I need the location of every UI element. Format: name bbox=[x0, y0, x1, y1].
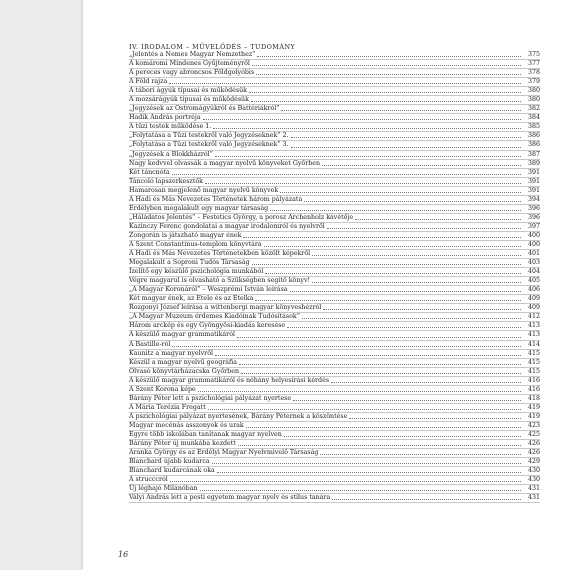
toc-entry-title: „Folytatása a Tüzi testekről való Jegyzéseknek” 3. bbox=[129, 141, 289, 149]
dot-leader bbox=[205, 182, 521, 184]
toc-entry bbox=[129, 331, 540, 340]
dot-leader bbox=[217, 471, 521, 473]
dot-leader bbox=[241, 372, 521, 374]
toc-entry bbox=[129, 69, 540, 78]
dot-leader bbox=[304, 200, 521, 202]
toc-entry-page: 385 bbox=[527, 123, 540, 131]
dot-leader bbox=[243, 236, 521, 238]
dot-leader bbox=[323, 308, 521, 310]
toc-entry-title: Új léghajó Milánóban bbox=[129, 485, 198, 493]
toc-entry-title: A Hadi és Más Nevezetes Történetekben közölt képekről bbox=[129, 250, 311, 258]
toc-entry-page: 425 bbox=[527, 430, 540, 438]
dot-leader bbox=[264, 245, 521, 247]
toc-entry-page: 401 bbox=[527, 250, 540, 258]
dot-leader bbox=[212, 462, 521, 464]
dot-leader bbox=[239, 363, 521, 365]
toc-entry-title: „Jegyzések a Blokkházról” bbox=[129, 150, 213, 158]
toc-entry-page: 375 bbox=[527, 51, 540, 58]
dot-leader bbox=[255, 299, 521, 301]
dot-leader bbox=[355, 218, 521, 220]
book-page bbox=[83, 0, 570, 570]
dot-leader bbox=[312, 281, 521, 283]
dot-leader bbox=[203, 118, 521, 120]
toc-entry-title: Két magyar ének, az Etele és az Etelka bbox=[129, 295, 254, 303]
toc-entry-title: Bárány Péter új munkába kezdett bbox=[129, 440, 236, 448]
toc-entry-title: Bárány Péter lett a pszichológiai pályázat nyertese bbox=[129, 394, 292, 402]
dot-leader bbox=[213, 127, 521, 129]
toc-entry-page: 391 bbox=[527, 186, 540, 194]
dot-leader bbox=[320, 453, 521, 455]
dot-leader bbox=[270, 209, 521, 211]
toc-entry-page: 430 bbox=[527, 476, 540, 484]
toc-entry-title: A pereces vagy abroncsos Földgolyóbis bbox=[129, 69, 255, 77]
toc-entry-title: Végre magyarul is olvasható a Szükségben segítő könyv! bbox=[129, 277, 311, 285]
table-of-contents bbox=[129, 51, 540, 503]
toc-entry-page: 396 bbox=[527, 204, 540, 212]
toc-entry-page: 386 bbox=[527, 132, 540, 140]
dot-leader bbox=[332, 498, 521, 500]
toc-entry-title: Zongorán is játszható magyar ének bbox=[129, 231, 242, 239]
toc-entry-page: 409 bbox=[527, 304, 540, 312]
toc-entry-page: 413 bbox=[527, 331, 540, 339]
toc-entry-page: 404 bbox=[527, 268, 540, 276]
toc-entry-page: 405 bbox=[527, 277, 540, 285]
toc-entry-title: Táncoló lapszerkesztők bbox=[129, 177, 203, 185]
toc-entry-title: „Háládatos Jelentés” – Festetics György, a porosz Archenholz kávétője bbox=[129, 213, 354, 221]
toc-entry-page: 396 bbox=[527, 213, 540, 221]
toc-entry-title: Két táncnóta bbox=[129, 168, 170, 176]
dot-leader bbox=[172, 173, 521, 175]
dot-leader bbox=[252, 64, 521, 66]
toc-entry-title: Rozgonyi József leírása a wittenbergi magyar könyveshézról bbox=[129, 304, 322, 312]
toc-entry-page: 397 bbox=[527, 222, 540, 230]
toc-entry-page: 384 bbox=[527, 114, 540, 122]
dot-leader bbox=[302, 317, 521, 319]
toc-entry-title: Kazinczy Ferenc gondolatai a magyar irodalomról és nyelvről bbox=[129, 222, 325, 230]
dot-leader bbox=[287, 326, 521, 328]
toc-entry-page: 412 bbox=[527, 313, 540, 321]
dot-leader bbox=[215, 354, 521, 356]
toc-entry-page: 389 bbox=[527, 159, 540, 167]
toc-entry-title: A Szent Korona képe bbox=[129, 385, 196, 393]
toc-entry-title: A Mária Terézia Fregatt bbox=[129, 403, 206, 411]
toc-entry-title: „A Magyar Koronáról” – Weszprémi István leírása bbox=[129, 286, 288, 294]
toc-entry-title: Megalakult a Soproni Tudós Társaság bbox=[129, 259, 250, 267]
toc-entry-title: „A Magyar Muzeum érdemes Kiadóinak Tudósítások” bbox=[129, 313, 300, 321]
toc-entry-title: „Jelentés a Nemes Magyar Nemzethez” bbox=[129, 51, 256, 58]
toc-entry-title: A Szent Constantinus-templom könyvtára bbox=[129, 240, 262, 248]
toc-entry-page: 414 bbox=[527, 340, 540, 348]
toc-entry-page: 387 bbox=[527, 150, 540, 158]
dot-leader bbox=[215, 155, 521, 157]
toc-entry-title: Három arckép és egy Gyöngyösi-kiadás keresése bbox=[129, 322, 286, 330]
toc-entry-page: 413 bbox=[527, 322, 540, 330]
dot-leader bbox=[249, 91, 521, 93]
toc-entry-page: 400 bbox=[527, 240, 540, 248]
toc-entry bbox=[129, 494, 540, 503]
dot-leader bbox=[172, 345, 521, 347]
toc-entry-page: 431 bbox=[527, 485, 540, 493]
dot-leader bbox=[322, 164, 521, 166]
dot-leader bbox=[331, 381, 521, 383]
toc-entry-title: A strucccról bbox=[129, 476, 168, 484]
toc-entry-page: 400 bbox=[527, 231, 540, 239]
dot-leader bbox=[200, 489, 521, 491]
toc-entry-page: 426 bbox=[527, 449, 540, 457]
toc-entry-title: A Föld rajza bbox=[129, 78, 168, 86]
toc-entry-page: 380 bbox=[527, 87, 540, 95]
dot-leader bbox=[291, 146, 521, 148]
page-number: 16 bbox=[118, 550, 129, 559]
dot-leader bbox=[281, 109, 521, 111]
toc-entry-page: 394 bbox=[527, 195, 540, 203]
toc-entry-page: 419 bbox=[527, 403, 540, 411]
toc-entry bbox=[129, 160, 540, 169]
toc-entry-title: Olvasó könyvtárházacska Győrben bbox=[129, 367, 239, 375]
toc-entry-page: 429 bbox=[527, 458, 540, 466]
toc-entry-page: 415 bbox=[527, 349, 540, 357]
dot-leader bbox=[349, 417, 521, 419]
toc-entry-title: A tüzi testek működése 1. bbox=[129, 123, 212, 131]
dot-leader bbox=[265, 272, 521, 274]
toc-entry-title: „Folytatása a Tüzi testekről való Jegyzéseknek” 2. bbox=[129, 132, 289, 140]
toc-entry-page: 415 bbox=[527, 367, 540, 375]
toc-entry-page: 430 bbox=[527, 467, 540, 475]
dot-leader bbox=[256, 73, 521, 75]
toc-entry-title: Kaunitz a magyar nyelvről bbox=[129, 349, 213, 357]
toc-entry-page: 378 bbox=[527, 69, 540, 77]
toc-entry-page: 403 bbox=[527, 259, 540, 267]
dot-leader bbox=[252, 263, 521, 265]
toc-entry-title: A készülő magyar grammatikáról és néhány helyesírási kérdés bbox=[129, 376, 330, 384]
toc-entry-page: 406 bbox=[527, 286, 540, 294]
toc-entry-page: 418 bbox=[527, 394, 540, 402]
dot-leader bbox=[293, 399, 521, 401]
dot-leader bbox=[169, 82, 521, 84]
toc-entry-page: 377 bbox=[527, 60, 540, 68]
dot-leader bbox=[246, 426, 521, 428]
toc-entry-page: 416 bbox=[527, 385, 540, 393]
section-title: IV. IRODALOM – MŰVELŐDÉS – TUDOMÁNY bbox=[129, 43, 296, 51]
toc-entry-title: A készülő magyar grammatikáról bbox=[129, 331, 236, 339]
toc-entry-page: 379 bbox=[527, 78, 540, 86]
toc-entry-title: Egyre több iskolában tanítanak magyar nyelven bbox=[129, 430, 282, 438]
toc-entry-title: Aranka György és az Erdélyi Magyar Nyelvmivelő Társaság bbox=[129, 449, 319, 457]
dot-leader bbox=[291, 136, 521, 138]
toc-entry-page: 380 bbox=[527, 96, 540, 104]
dot-leader bbox=[290, 290, 521, 292]
dot-leader bbox=[170, 480, 521, 482]
dot-leader bbox=[198, 390, 521, 392]
toc-entry-title: Blanchard újabb kudarca bbox=[129, 458, 210, 466]
toc-entry-page: 426 bbox=[527, 440, 540, 448]
toc-entry-title: Hamarosan megjelenő magyar nyelvű könyvek bbox=[129, 186, 279, 194]
dot-leader bbox=[257, 55, 521, 57]
toc-entry-title: Blanchard kudarcának oka bbox=[129, 467, 215, 475]
toc-entry-page: 419 bbox=[527, 412, 540, 420]
dot-leader bbox=[237, 336, 521, 338]
toc-entry-title: Vályi András lett a pesti egyetem magyar nyelv és stílus tanára bbox=[129, 494, 331, 502]
toc-entry-title: A Hadi és Más Nevezetes Történetek három pályázata bbox=[129, 195, 303, 203]
dot-leader bbox=[280, 191, 521, 193]
dot-leader bbox=[251, 100, 521, 102]
dot-leader bbox=[312, 254, 521, 256]
dot-leader bbox=[284, 435, 521, 437]
toc-entry-page: 416 bbox=[527, 376, 540, 384]
toc-entry-title: Nagy kedvvel olvassák a magyar nyelvű könyveket Győrben bbox=[129, 159, 321, 167]
toc-entry-title: A Bastille-ról bbox=[129, 340, 171, 348]
toc-entry-page: 409 bbox=[527, 295, 540, 303]
toc-entry-title: A mozsárágyúk típusai és működésük bbox=[129, 96, 249, 104]
toc-entry-page: 391 bbox=[527, 168, 540, 176]
dot-leader bbox=[238, 444, 521, 446]
toc-entry-title: A pszichológiai pályázat nyertesének, Bárány Péternek a köszöntése bbox=[129, 412, 348, 420]
toc-entry bbox=[129, 467, 540, 476]
toc-entry-page: 382 bbox=[527, 105, 540, 113]
toc-entry-title: A tábori ágyúk típusai és működésük bbox=[129, 87, 247, 95]
toc-entry-title: Készül a magyar nyelvű geográfia bbox=[129, 358, 237, 366]
toc-entry-title: Erdélyben megalakult egy magyar társaság bbox=[129, 204, 269, 212]
dot-leader bbox=[208, 408, 521, 410]
toc-entry-page: 431 bbox=[527, 494, 540, 502]
dot-leader bbox=[327, 227, 521, 229]
toc-entry-title: „Jegyzések az Ostromágyúkról és Battériákról” bbox=[129, 105, 280, 113]
toc-entry-title: Hadik András portréja bbox=[129, 114, 201, 122]
toc-entry-title: Magyar mecénás asszonyok és urak bbox=[129, 421, 244, 429]
toc-entry-page: 386 bbox=[527, 141, 540, 149]
toc-entry-page: 391 bbox=[527, 177, 540, 185]
toc-entry-title: A komáromi Mindenes Gyűjteményről bbox=[129, 60, 250, 68]
toc-entry-page: 415 bbox=[527, 358, 540, 366]
toc-entry-title: Ízelítő egy készülő pszichológia munkából bbox=[129, 268, 264, 276]
toc-entry-page: 423 bbox=[527, 421, 540, 429]
